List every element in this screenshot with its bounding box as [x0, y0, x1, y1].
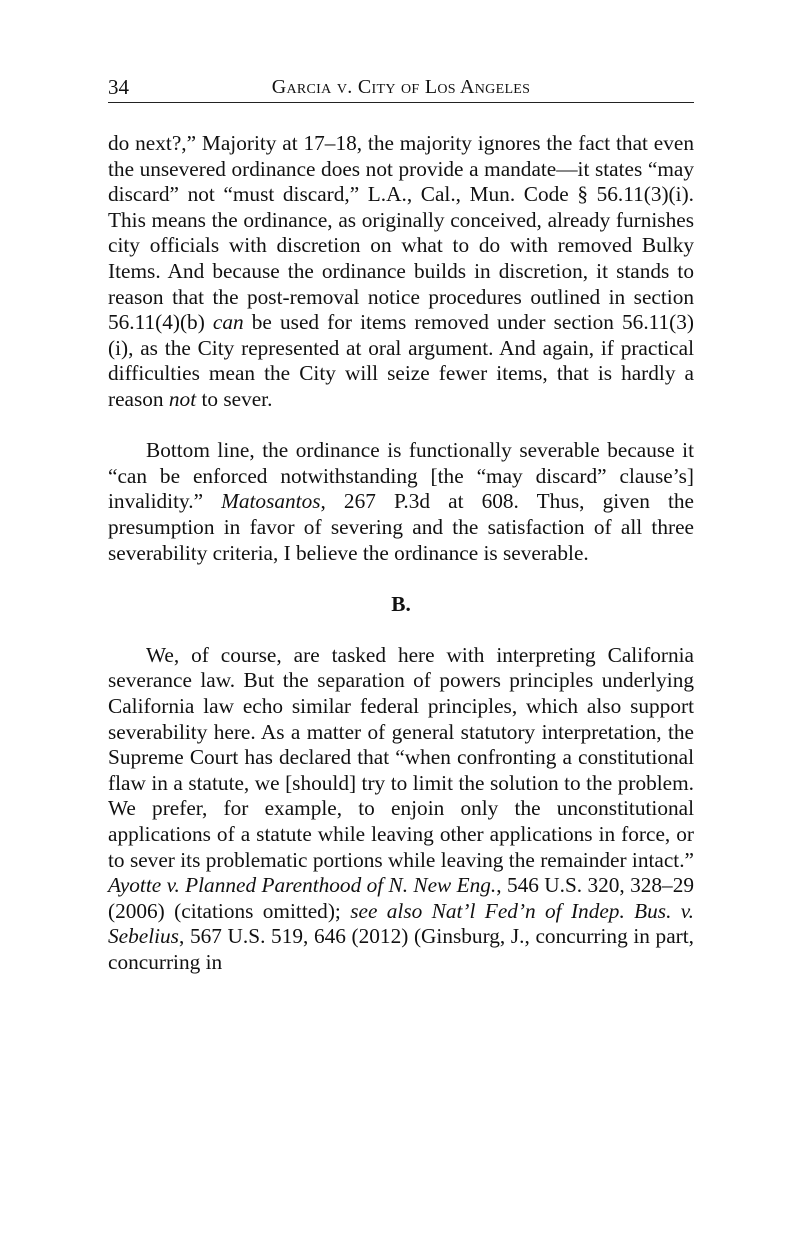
paragraph-text: Bottom line, the ordinance is functionally severable because it “can be enforced notwithstanding [the “may discard” clause’s] invalidity.” [108, 438, 694, 514]
paragraph-text: We, of course, are tasked here with interpreting California severance law. But the separation of powers principles underlying California law echo similar federal principles, which also support severability here. As a matter of general statutory interpretation, the Supreme Court has declared that “when confronting a constitutional flaw in a statute, we [should] try to limit the solution to the problem. We prefer, for example, to enjoin only the unconstitutional applications of a statute while leaving other applications in force, or to sever its problematic portions while leaving the remainder intact.” [108, 642, 694, 872]
paragraph-federal-principles [108, 643, 694, 976]
case-citation: see also Nat’l Fed’n of Indep. Bus. v. Sebelius [108, 898, 694, 949]
emphasis-text: not [168, 386, 197, 411]
paragraph-text: , 267 P.3d at 608. Thus, given the presumption in favor of severing and the satisfaction of all three severability criteria, I believe the ordinance is severable. [108, 489, 694, 565]
paragraph-text: do next?,” Majority at 17–18, the majority ignores the fact that even the unsevered ordinance does not provide a mandate—it states “may discard” not “must discard,” L.A., Cal., Mun. Code § 56.11(3)(i). This means the ordinance, as originally conceived, already furnishes city officials with discretion on what to do with removed Bulky Items. And because the ordinance builds in discretion, it stands to reason that the post-removal notice procedures outlined in section 56.11(4)(b) [108, 131, 694, 335]
opinion-body [108, 131, 694, 976]
paragraph-text: , 567 U.S. 519, 646 (2012) (Ginsburg, J., concurring in part, concurring in [108, 924, 694, 974]
page-number: 34 [108, 75, 129, 99]
emphasis-text: can [212, 310, 244, 335]
section-heading: B. [391, 591, 411, 616]
running-title: Garcia v. City of Los Angeles [271, 76, 531, 98]
case-citation: Ayotte v. Planned Parenthood of N. New Eng. [108, 873, 497, 898]
paragraph-text: to sever. [196, 386, 273, 411]
paragraph-text: , 546 U.S. 320, 328–29 (2006) (citations omitted); [108, 873, 695, 923]
paragraph-text: be used for items removed under section 56.11(3)(i), as the City represented at oral argument. And again, if practical difficulties mean the City will seize fewer items, that is hardly a reason [108, 310, 694, 411]
paragraph-continued [108, 131, 694, 413]
case-citation: Matosantos [221, 489, 321, 514]
page-header [108, 74, 694, 103]
paragraph-bottom-line [108, 438, 694, 566]
